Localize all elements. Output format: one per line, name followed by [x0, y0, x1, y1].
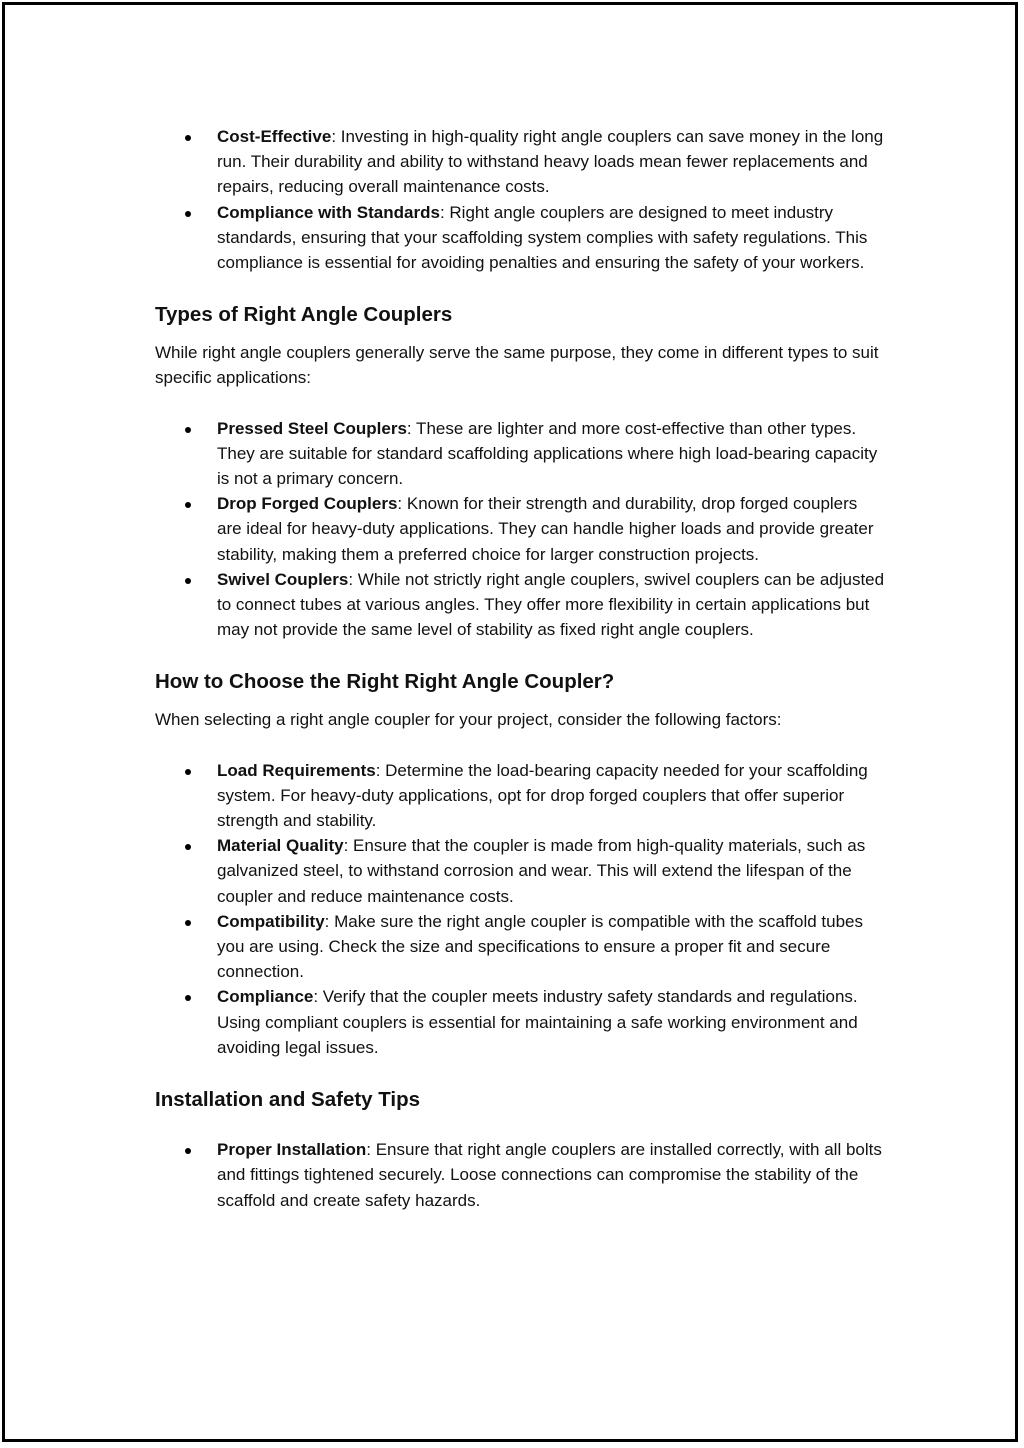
section-intro-types: While right angle couplers generally serve the same purpose, they come in different types to suit specific applications:: [155, 343, 879, 388]
item-text: : Verify that the coupler meets industry safety standards and regulations. Using compliant couplers is essential for maintaining a safe working environment and avoiding legal issues.: [217, 987, 858, 1057]
installation-list: [155, 1137, 885, 1213]
list-item: [155, 491, 885, 567]
item-term: Compliance with Standards: [217, 202, 440, 222]
item-text: : Known for their strength and durability, drop forged couplers are ideal for heavy-duty applications. They can handle higher loads and provide greater stability, making them a preferred choice for larger construction projects.: [217, 494, 874, 564]
item-term: Material Quality: [217, 836, 344, 856]
bullet-icon: [185, 211, 191, 217]
item-text: : Investing in high-quality right angle couplers can save money in the long run. Their durability and ability to withstand heavy loads mean fewer replacements and repairs, reducing overall maintenance costs.: [217, 127, 884, 197]
item-text: : Ensure that right angle couplers are installed correctly, with all bolts and fittings tightened securely. Loose connections can compromise the stability of the scaffold and create safety hazards.: [217, 1140, 882, 1210]
item-term: Pressed Steel Couplers: [217, 418, 407, 438]
item-text: : Ensure that the coupler is made from high-quality materials, such as galvanized steel, to withstand corrosion and wear. This will extend the lifespan of the coupler and reduce maintenance costs.: [217, 836, 866, 906]
bullet-icon: [185, 135, 191, 141]
choose-factors-list: [155, 758, 885, 1060]
bullet-icon: [185, 995, 191, 1001]
item-term: Drop Forged Couplers: [217, 494, 398, 514]
list-item: [155, 416, 885, 492]
item-term: Cost-Effective: [217, 127, 332, 146]
bullet-icon: [185, 1148, 191, 1154]
bullet-icon: [185, 502, 191, 508]
item-text: : While not strictly right angle couplers, swivel couplers can be adjusted to connect tubes at various angles. They offer more flexibility in certain applications but may not provide the same level of stability as fixed right angle couplers.: [217, 569, 885, 640]
item-term: Load Requirements: [217, 760, 376, 780]
list-item: [155, 567, 885, 643]
item-term: Compatibility: [217, 911, 325, 931]
section-heading-installation: Installation and Safety Tips: [155, 1088, 421, 1112]
benefits-list-continued: [155, 124, 885, 275]
document-body: [155, 124, 885, 1213]
item-text: : Make sure the right angle coupler is compatible with the scaffold tubes you are using. Check the size and specifications to ensure a proper fit and secure connection.: [217, 911, 863, 982]
item-text: : Right angle couplers are designed to meet industry standards, ensuring that your scaffolding system complies with safety regulations. This compliance is essential for avoiding penalties and ensuring the safety of your workers.: [217, 202, 868, 273]
list-item: [155, 124, 885, 200]
item-text: : These are lighter and more cost-effective than other types. They are suitable for standard scaffolding applications where high load-bearing capacity is not a primary concern.: [217, 418, 878, 489]
item-term: Compliance: [217, 987, 314, 1007]
bullet-icon: [185, 578, 191, 584]
bullet-icon: [185, 920, 191, 926]
list-item: [155, 984, 885, 1060]
types-list: [155, 416, 885, 643]
item-term: Proper Installation: [217, 1140, 367, 1160]
list-item: [155, 1137, 885, 1213]
section-intro-choose: When selecting a right angle coupler for your project, consider the following factors:: [155, 710, 782, 730]
bullet-icon: [185, 427, 191, 433]
list-item: [155, 909, 885, 985]
list-item: [155, 758, 885, 834]
item-text: : Determine the load-bearing capacity needed for your scaffolding system. For heavy-duty applications, opt for drop forged couplers that offer superior strength and stability.: [217, 760, 868, 831]
bullet-icon: [185, 769, 191, 775]
section-heading-types: Types of Right Angle Couplers: [155, 303, 453, 327]
item-term: Swivel Couplers: [217, 569, 349, 589]
bullet-icon: [185, 844, 191, 850]
section-heading-choose: How to Choose the Right Right Angle Coupler?: [155, 670, 615, 694]
list-item: [155, 200, 885, 276]
list-item: [155, 833, 885, 909]
